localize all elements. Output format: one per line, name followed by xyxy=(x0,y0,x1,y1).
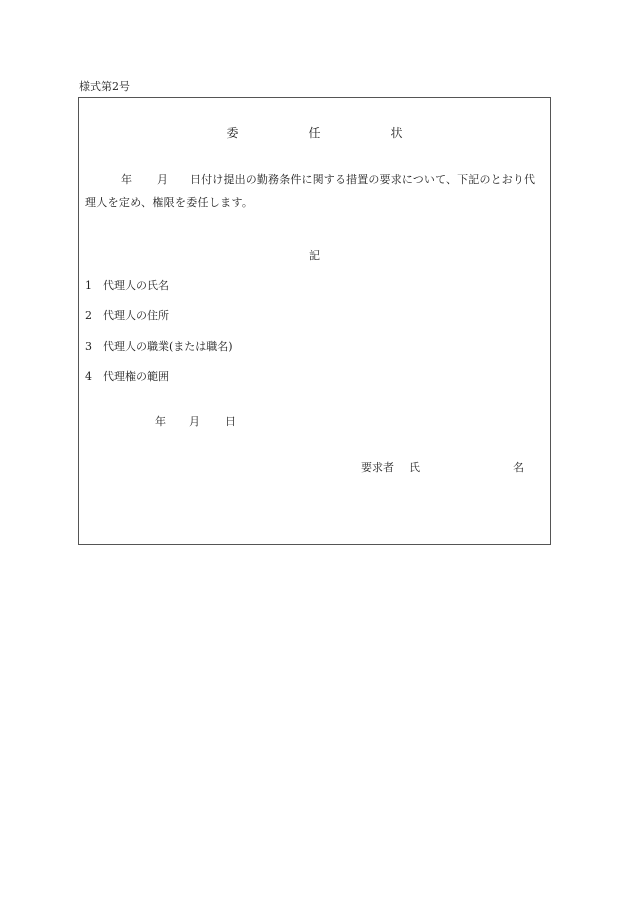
item-number: 3 xyxy=(85,340,92,353)
item-number: 1 xyxy=(85,279,92,292)
item-text: 代理人の氏名 xyxy=(103,279,169,292)
item-number: 4 xyxy=(85,370,92,383)
date-month: 月 xyxy=(189,415,200,428)
item-number: 2 xyxy=(85,309,92,322)
intro-line-2: 理人を定め、権限を委任します。 xyxy=(85,196,254,209)
title-char-2: 任 xyxy=(308,126,321,140)
intro-year-label: 年 xyxy=(121,173,132,186)
document-title xyxy=(79,126,550,140)
intro-month-label: 月 xyxy=(157,173,168,186)
title-char-1: 委 xyxy=(226,126,239,140)
item-text: 代理権の範囲 xyxy=(103,370,169,383)
name-label: 名 xyxy=(513,461,524,474)
list-item xyxy=(85,370,169,384)
title-char-3: 状 xyxy=(390,126,403,140)
date-day: 日 xyxy=(225,415,236,428)
list-item xyxy=(85,309,169,323)
document-frame xyxy=(78,97,551,545)
form-number: 様式第2号 xyxy=(79,80,130,93)
list-item xyxy=(85,279,169,293)
intro-text: 日付け提出の勤務条件に関する措置の要求について、下記のとおり代 xyxy=(190,173,536,186)
date-year: 年 xyxy=(155,415,166,428)
surname-label: 氏 xyxy=(409,461,420,474)
item-text: 代理人の職業(または職名) xyxy=(103,340,233,353)
item-text: 代理人の住所 xyxy=(103,309,169,322)
requester-label: 要求者 xyxy=(361,461,394,474)
list-item xyxy=(85,340,233,354)
ki-heading: 記 xyxy=(309,249,320,262)
